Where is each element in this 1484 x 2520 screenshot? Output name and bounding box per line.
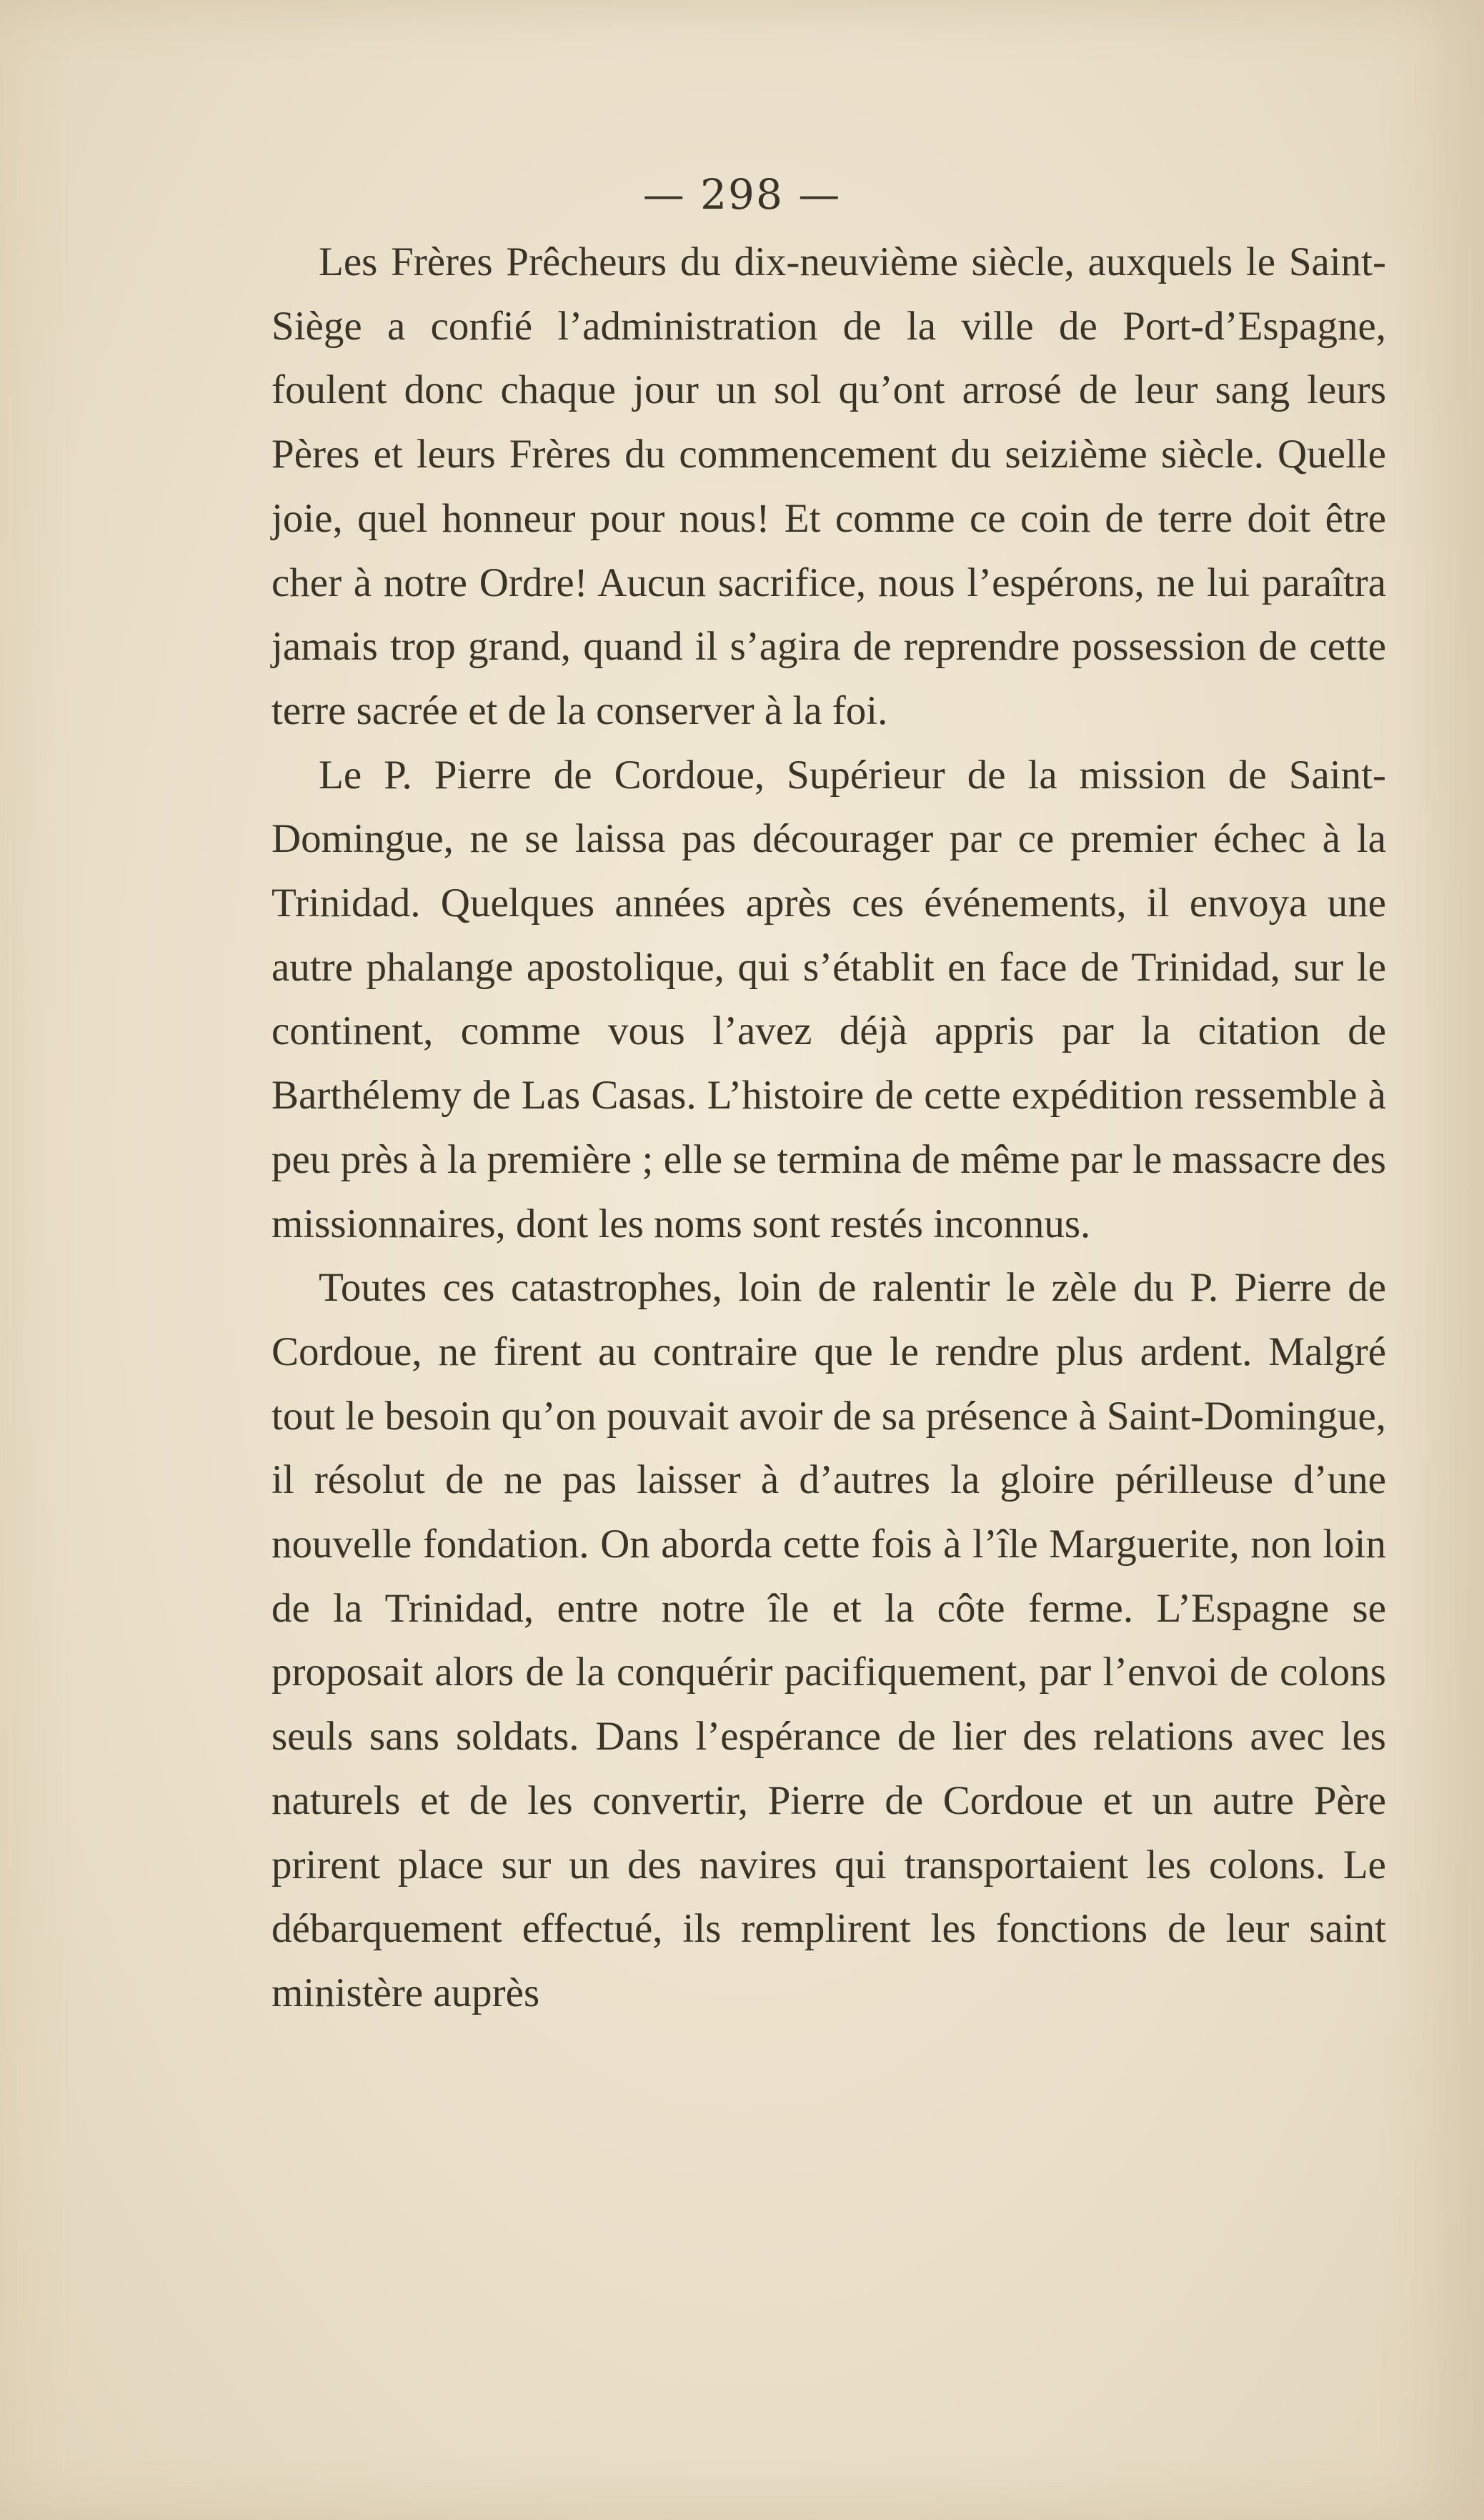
paragraph-1: Les Frères Prêcheurs du dix-neuvième siècle, auxquels le Saint-Siège a confié l’administration de la ville de Port-d’Espagne, foulent donc chaque jour un sol qu’ont arrosé de leur sang leurs Pères et leurs Frères du commencement du seizième siècle. Quelle joie, quel honneur pour nous! Et comme ce coin de terre doit être cher à notre Ordre! Aucun sacrifice, nous l’espérons, ne lui paraîtra jamais trop grand, quand il s’agira de reprendre possession de cette terre sacrée et de la conserver à la foi. bbox=[272, 239, 1386, 733]
paragraph-3: Toutes ces catastrophes, loin de ralentir le zèle du P. Pierre de Cordoue, ne firent au contraire que le rendre plus ardent. Malgré tout le besoin qu’on pouvait avoir de sa présence à Saint-Domingue, il résolut de ne pas laisser à d’autres la gloire périlleuse d’une nouvelle fondation. On aborda cette fois à l’île Marguerite, non loin de la Trinidad, entre notre île et la côte ferme. L’Espagne se proposait alors de la conquérir pacifiquement, par l’envoi de colons seuls sans soldats. Dans l’espérance de lier des relations avec les naturels et de les convertir, Pierre de Cordoue et un autre Père prirent place sur un des navires qui transportaient les colons. Le débarquement effectué, ils remplirent les fonctions de leur saint ministère auprès bbox=[272, 1265, 1386, 2015]
paragraph-2: Le P. Pierre de Cordoue, Supérieur de la mission de Saint-Domingue, ne se laissa pas décourager par ce premier échec à la Trinidad. Quelques années après ces événements, il envoya une autre phalange apostolique, qui s’établit en face de Trinidad, sur le continent, comme vous l’avez déjà appris par la citation de Barthélemy de Las Casas. L’histoire de cette expédition ressemble à peu près à la première ; elle se termina de même par le massacre des missionnaires, dont les noms sont restés inconnus. bbox=[272, 752, 1386, 1246]
page-number: — 298 — bbox=[642, 170, 842, 219]
body-text bbox=[272, 230, 1386, 2025]
